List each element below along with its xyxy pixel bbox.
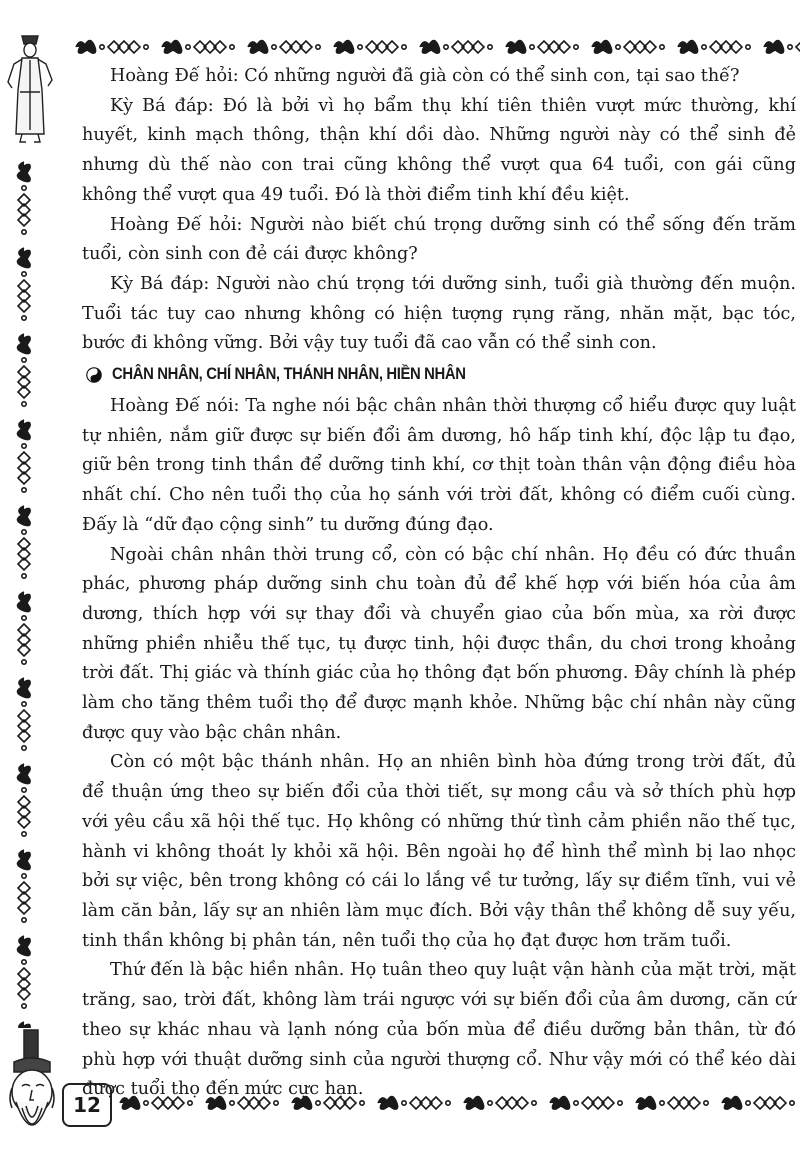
standing-scholar-figure-icon — [0, 30, 60, 148]
paragraph: Ngoài chân nhân thời trung cổ, còn có bậc chí nhân. Họ đều có đức thuần phác, phương pháp dưỡng sinh chu toàn đủ để khế hợp với biến hóa của âm dương, thích hợp với sự thay đổi và chuyển giao của bốn mùa, xa rời được những phiền nhiễu thế tục, tụ được tinh, hội được thần, du chơi trong khoảng trời đất. Thị giác và thính giác của họ thông đạt bốn phương. Đây chính là phép làm cho tăng thêm tuổi thọ để được mạnh khỏe. Những bậc chí nhân này cũng được quy vào bậc chân nhân. — [82, 544, 796, 743]
section-heading-text: CHÂN NHÂN, CHÍ NHÂN, THÁNH NHÂN, HIỀN NHÂN — [112, 365, 466, 384]
paragraph: Kỳ Bá đáp: Đó là bởi vì họ bẩm thụ khí tiên thiên vượt mức thường, khí huyết, kinh mạch thông, thận khí dồi dào. Những người này có thể sinh đẻ nhưng dù thế nào con trai cũng không thể vượt qua 64 tuổi, con gái cũng không thể vượt qua 49 tuổi. Đó là thời điểm tinh khí đều kiệt. — [82, 95, 796, 205]
yin-yang-icon — [86, 367, 102, 383]
old-sage-face-icon — [0, 1028, 66, 1150]
paragraph: Còn có một bậc thánh nhân. Họ an nhiên bình hòa đứng trong trời đất, đủ để thuận ứng theo sự biến đổi của thời tiết, sự mong cầu và sở thích phù hợp với yêu cầu xã hội thế tục. Họ không có những thứ tình cảm phiền não thế tục, hành vi không thoát ly khỏi xã hội. Bên ngoài họ để hình thể mình bị lao nhọc bởi sự việc, bên trong không có cái lo lắng về tư tưởng, lấy sự điềm tĩnh, vui vẻ làm căn bản, lấy sự an nhiên làm mục đích. Bởi vậy thân thể không dễ suy yếu, tinh thần không bị phân tán, nên tuổi thọ của họ đạt được hơn trăm tuổi. — [82, 752, 796, 951]
ornament-knot-icon — [4, 158, 44, 1028]
paragraph: Thứ đến là bậc hiền nhân. Họ tuân theo quy luật vận hành của mặt trời, mặt trăng, sao, trời đất, không làm trái ngược với sự biến đổi của âm dương, căn cứ theo sự khác nhau và lạnh nóng của bốn mùa để điều dưỡng bản thân, từ đó phù hợp với thuật dưỡng sinh của người thượng cổ. Như vậy mới có thể kéo dài được tuổi thọ đến mức cực hạn. — [82, 960, 796, 1100]
paragraph: Hoàng Đế nói: Ta nghe nói bậc chân nhân thời thượng cổ hiểu được quy luật tự nhiên, nắm giữ được sự biến đổi âm dương, hô hấp tinh khí, độc lập tu đạo, giữ bên trong tinh thần để dưỡng tinh khí, cơ thịt toàn thân vận động điều hòa nhất chí. Cho nên tuổi thọ của họ sánh với trời đất, không có điểm cuối cùng. Đấy là “dữ đạo cộng sinh” tu dưỡng đúng đạo. — [82, 396, 796, 535]
paragraph: Hoàng Đế hỏi: Có những người đã già còn có thể sinh con, tại sao thế? — [110, 66, 740, 86]
top-ornamental-border — [72, 34, 800, 60]
page-body — [82, 62, 796, 1105]
ornament-knot-icon — [72, 34, 800, 60]
paragraph: Kỳ Bá đáp: Người nào chú trọng tới dưỡng sinh, tuổi già thường đến muộn. Tuổi tác tuy cao nhưng không có hiện tượng rụng răng, nhăn mặt, bạc tóc, bước đi không vững. Bởi vậy tuy tuổi đã cao vẫn có thể sinh con. — [82, 273, 796, 354]
section-heading — [82, 365, 796, 384]
page-number: 12 — [62, 1083, 112, 1127]
paragraph: Hoàng Đế hỏi: Người nào biết chú trọng dưỡng sinh có thể sống đến trăm tuổi, còn sinh con đẻ cái được không? — [82, 214, 796, 265]
left-ornamental-border — [4, 158, 44, 1028]
